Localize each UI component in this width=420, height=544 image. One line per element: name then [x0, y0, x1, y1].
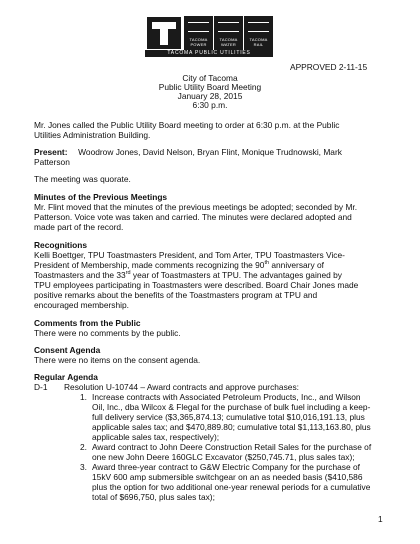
header-time: 6:30 p.m. [192, 100, 228, 110]
item-1-line-1: Increase contracts with Associated Petroleum Products, Inc., and Wilson [92, 392, 361, 402]
recognitions-line-6: encouraged membership. [34, 300, 129, 310]
approved-stamp: APPROVED 2-11-15 [290, 62, 368, 72]
item-1-line-4: applicable sales tax; and $470,889.80; cumulative total $1,113,163.80, plus [92, 422, 371, 432]
minutes-line-3: made part of the record. [34, 222, 124, 232]
item-1-number: 1. [80, 392, 87, 402]
header-board: Public Utility Board Meeting [158, 82, 262, 92]
intro-line-1: Mr. Jones called the Public Utility Board meeting to order at 6:30 p.m. at the Public [34, 120, 340, 130]
minutes-line-2: Patterson. Voice vote was taken and carried. The minutes were declared adopted and [34, 212, 352, 222]
header-city: City of Tacoma [182, 73, 238, 83]
intro-line-2: Utilities Administration Building. [34, 130, 151, 140]
item-3-number: 3. [80, 462, 87, 472]
minutes-line-1: Mr. Flint moved that the minutes of the previous meetings be adopted; seconded by Mr. [34, 202, 358, 212]
logo-block-power: TACOMA POWER [183, 16, 213, 50]
d1-number: D-1 [34, 382, 48, 392]
item-3-line-2: 15kV 600 amp submersible switchgear on an as needed basis ($410,586 [92, 472, 363, 482]
comments-text: There were no comments by the public. [34, 328, 181, 338]
present-line-1 [34, 147, 342, 157]
recognitions-line-4: TPU employees participating in Toastmasters were described. Board Chair Jones made [34, 280, 359, 290]
recognitions-line-5: positive remarks about the benefits of the Toastmasters program at TPU and [34, 290, 318, 300]
recognitions-line-1: Kelli Boettger, TPU Toastmasters President, and Tom Arter, TPU Toastmasters Vice- [34, 250, 345, 260]
item-2-number: 2. [80, 442, 87, 452]
logo-block-rail: TACOMA RAIL [243, 16, 273, 50]
minutes-heading: Minutes of the Previous Meetings [34, 192, 168, 202]
header-date: January 28, 2015 [177, 91, 243, 101]
item-2-line-1: Award contract to John Deere Construction Retail Sales for the purchase of [92, 442, 372, 452]
regular-heading: Regular Agenda [34, 372, 98, 382]
item-3-line-1: Award three-year contract to G&W Electric Company for the purchase of [92, 462, 360, 472]
item-1-line-5: applicable sales tax, respectively); [92, 432, 220, 442]
present-line-2: Patterson [34, 157, 70, 167]
recognitions-line-2: President of Membership, made comments recognizing the 90th anniversary of [34, 260, 324, 270]
logo-bar-text: TACOMA PUBLIC UTILITIES [145, 50, 273, 57]
item-3-line-3: plus the option for two additional one-year renewal periods for a cumulative [92, 482, 371, 492]
logo-service-blocks [183, 16, 273, 50]
item-1-line-2: Oil, Inc., dba Wilcox & Flegal for the purchase of bulk fuel including a keep- [92, 402, 371, 412]
present-names: Woodrow Jones, David Nelson, Bryan Flint, Monique Trudnowski, Mark [78, 147, 342, 157]
consent-text: There were no items on the consent agenda. [34, 355, 201, 365]
recognitions-line-3: Toastmasters and the 33rd year of Toastmasters at TPU. The advantages gained by [34, 270, 342, 280]
item-3-line-4: total of $696,750, plus sales tax); [92, 492, 215, 502]
item-2-line-2: one new John Deere 160GLC Excavator ($250,745.71, plus sales tax); [92, 452, 355, 462]
t-logo-mark [145, 16, 183, 50]
d1-title: Resolution U-10744 – Award contracts and approve purchases: [64, 382, 299, 392]
quorate-text: The meeting was quorate. [34, 174, 131, 184]
page-number: 1 [378, 514, 383, 524]
comments-heading: Comments from the Public [34, 318, 141, 328]
present-label: Present: [34, 147, 68, 157]
consent-heading: Consent Agenda [34, 345, 101, 355]
item-1-line-3: full delivery service ($3,365,874.13; cumulative total $10,016,191.13, plus [92, 412, 365, 422]
tacoma-public-utilities-logo [145, 16, 273, 56]
recognitions-heading: Recognitions [34, 240, 88, 250]
logo-block-water: TACOMA WATER [213, 16, 243, 50]
